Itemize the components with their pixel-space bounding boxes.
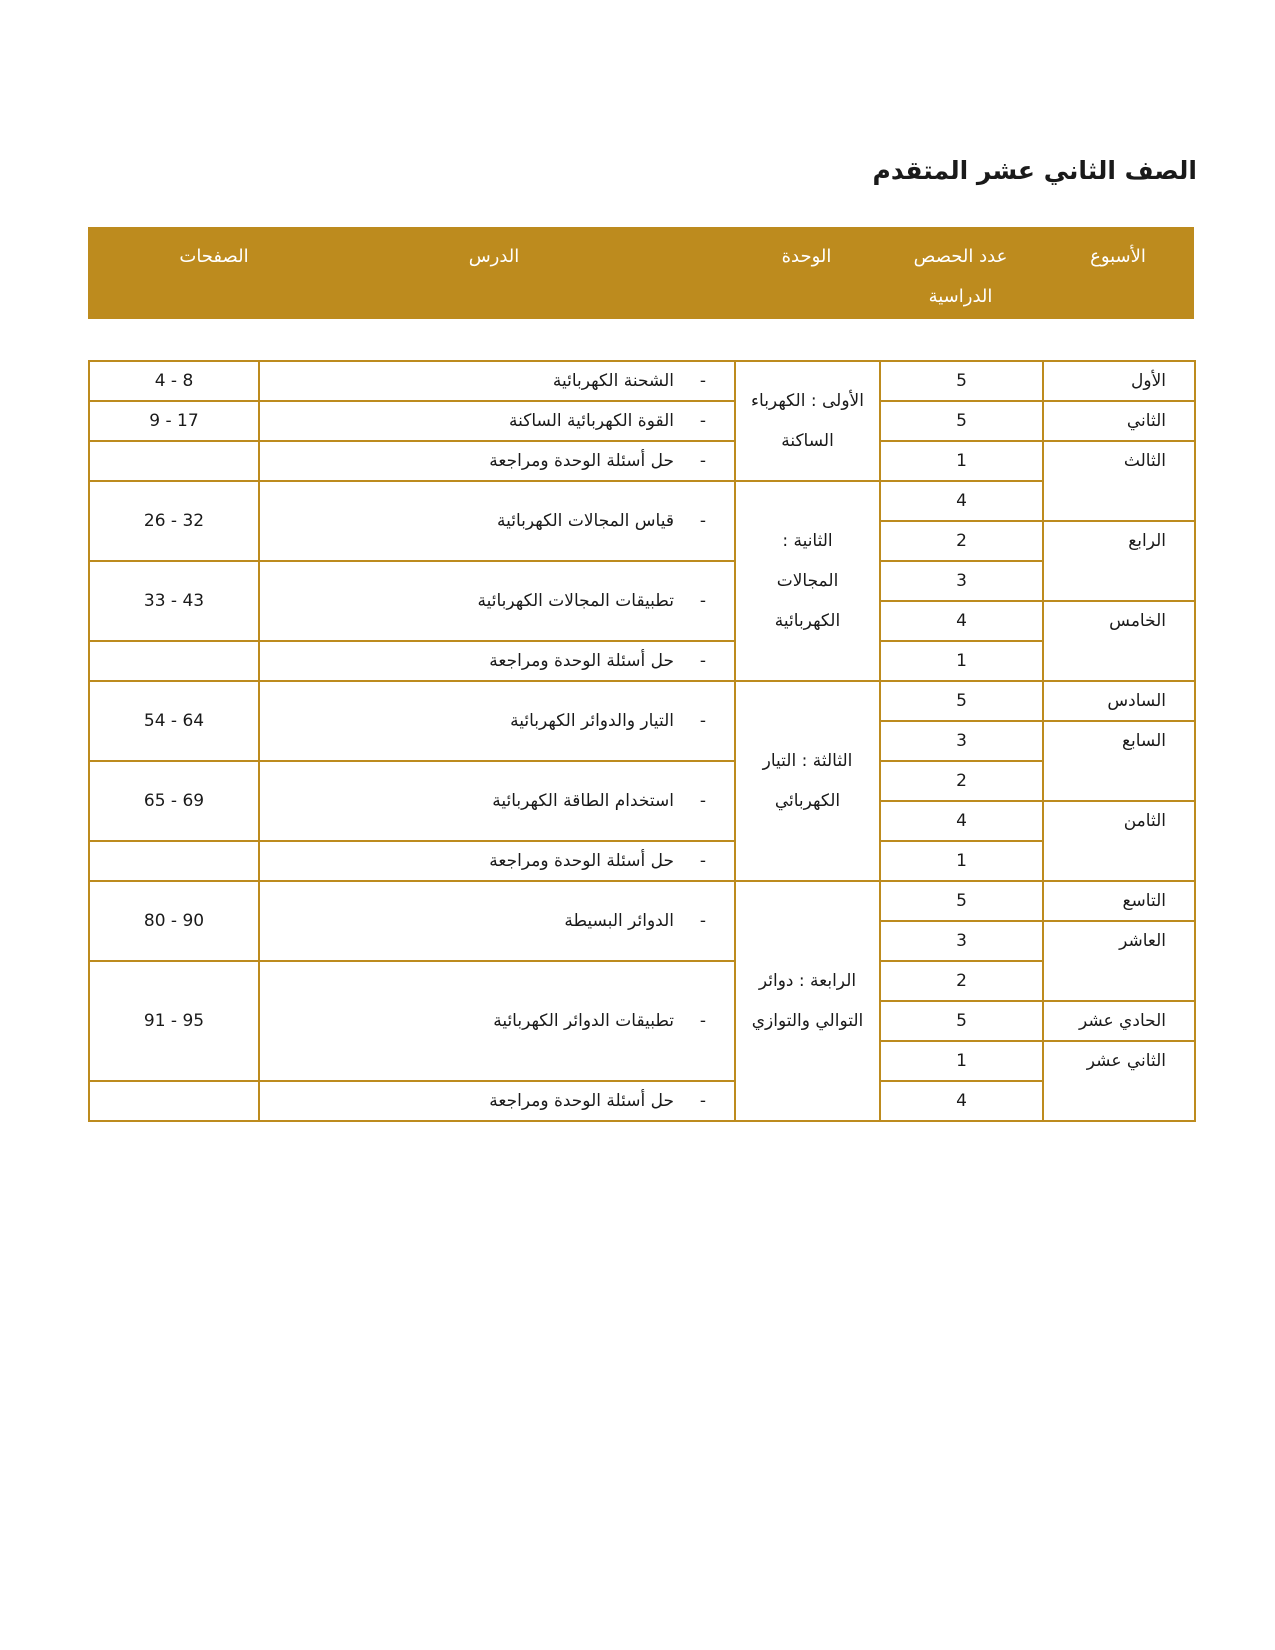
bullet-dash: - — [699, 591, 706, 611]
table-row — [89, 1081, 1195, 1121]
week-cell: الحادي عشر — [1043, 1001, 1195, 1041]
schedule-table — [88, 360, 1196, 1122]
header-week: الأسبوع — [1090, 246, 1146, 267]
pages-cell: 26 - 32 — [89, 481, 259, 561]
lesson-cell — [259, 761, 735, 841]
sessions-cell: 5 — [880, 681, 1043, 721]
bullet-dash: - — [699, 1091, 706, 1111]
lesson-cell — [259, 681, 735, 761]
sessions-cell: 2 — [880, 761, 1043, 801]
table-row — [89, 961, 1195, 1001]
header-sessions — [879, 237, 1042, 317]
header-pages: الصفحات — [179, 246, 249, 267]
bullet-dash: - — [699, 791, 706, 811]
bullet-dash: - — [699, 711, 706, 731]
lesson-title: التيار والدوائر الكهربائية — [510, 711, 674, 731]
lesson-cell — [259, 441, 735, 481]
week-cell: الثامن — [1043, 801, 1195, 881]
header-sessions-line2: الدراسية — [928, 286, 993, 307]
table-row — [89, 481, 1195, 521]
sessions-cell: 3 — [880, 561, 1043, 601]
pages-cell: 65 - 69 — [89, 761, 259, 841]
lesson-title: الشحنة الكهربائية — [552, 371, 674, 391]
sessions-cell: 3 — [880, 721, 1043, 761]
lesson-title: القوة الكهربائية الساكنة — [509, 411, 674, 431]
lesson-cell — [259, 1081, 735, 1121]
table-header — [88, 227, 1194, 319]
lesson-cell — [259, 561, 735, 641]
sessions-cell: 5 — [880, 1001, 1043, 1041]
sessions-cell: 1 — [880, 841, 1043, 881]
unit-cell — [735, 481, 880, 681]
table-row — [89, 401, 1195, 441]
unit-line: الرابعة : دوائر — [758, 971, 857, 991]
sessions-cell: 4 — [880, 1081, 1043, 1121]
sessions-cell: 5 — [880, 361, 1043, 401]
bullet-dash: - — [699, 511, 706, 531]
unit-cell — [735, 881, 880, 1121]
page-title: الصف الثاني عشر المتقدم — [872, 156, 1197, 185]
unit-line: الكهربائية — [774, 611, 841, 631]
table-row — [89, 441, 1195, 481]
week-cell: الخامس — [1043, 601, 1195, 681]
lesson-cell — [259, 361, 735, 401]
lesson-cell — [259, 641, 735, 681]
pages-cell — [89, 441, 259, 481]
unit-cell — [735, 361, 880, 481]
week-cell: السادس — [1043, 681, 1195, 721]
bullet-dash: - — [699, 911, 706, 931]
lesson-title: استخدام الطاقة الكهربائية — [492, 791, 674, 811]
unit-line: الثانية : — [782, 531, 833, 551]
table-row — [89, 361, 1195, 401]
lesson-title: تطبيقات الدوائر الكهربائية — [493, 1011, 674, 1031]
unit-line: الساكنة — [781, 431, 834, 451]
bullet-dash: - — [699, 651, 706, 671]
table-row — [89, 761, 1195, 801]
week-cell: السابع — [1043, 721, 1195, 801]
lesson-title: الدوائر البسيطة — [564, 911, 674, 931]
sessions-cell: 1 — [880, 441, 1043, 481]
unit-line: المجالات — [776, 571, 839, 591]
lesson-title: قياس المجالات الكهربائية — [497, 511, 674, 531]
sessions-cell: 1 — [880, 641, 1043, 681]
unit-cell — [735, 681, 880, 881]
lesson-title: حل أسئلة الوحدة ومراجعة — [489, 1091, 674, 1111]
pages-cell: 9 - 17 — [89, 401, 259, 441]
week-cell: الرابع — [1043, 521, 1195, 601]
lesson-title: حل أسئلة الوحدة ومراجعة — [489, 651, 674, 671]
week-cell: العاشر — [1043, 921, 1195, 1001]
table-row — [89, 881, 1195, 921]
bullet-dash: - — [699, 371, 706, 391]
bullet-dash: - — [699, 411, 706, 431]
bullet-dash: - — [699, 851, 706, 871]
pages-cell — [89, 841, 259, 881]
table-row — [89, 561, 1195, 601]
lesson-cell — [259, 881, 735, 961]
pages-cell: 80 - 90 — [89, 881, 259, 961]
pages-cell — [89, 1081, 259, 1121]
week-cell: التاسع — [1043, 881, 1195, 921]
sessions-cell: 2 — [880, 521, 1043, 561]
lesson-cell — [259, 481, 735, 561]
sessions-cell: 4 — [880, 801, 1043, 841]
pages-cell — [89, 641, 259, 681]
sessions-cell: 5 — [880, 881, 1043, 921]
sessions-cell: 4 — [880, 481, 1043, 521]
sessions-cell: 4 — [880, 601, 1043, 641]
table-row — [89, 841, 1195, 881]
week-cell: الثاني — [1043, 401, 1195, 441]
week-cell: الثالث — [1043, 441, 1195, 521]
week-cell: الأول — [1043, 361, 1195, 401]
bullet-dash: - — [699, 451, 706, 471]
sessions-cell: 2 — [880, 961, 1043, 1001]
table-row — [89, 681, 1195, 721]
bullet-dash: - — [699, 1011, 706, 1031]
pages-cell: 54 - 64 — [89, 681, 259, 761]
unit-line: التوالي والتوازي — [751, 1011, 864, 1031]
table-row — [89, 641, 1195, 681]
lesson-title: حل أسئلة الوحدة ومراجعة — [489, 451, 674, 471]
header-lesson: الدرس — [468, 246, 520, 267]
sessions-cell: 3 — [880, 921, 1043, 961]
pages-cell: 4 - 8 — [89, 361, 259, 401]
unit-line: الأولى : الكهرباء — [751, 391, 864, 411]
lesson-title: حل أسئلة الوحدة ومراجعة — [489, 851, 674, 871]
header-unit: الوحدة — [781, 246, 832, 267]
sessions-cell: 1 — [880, 1041, 1043, 1081]
week-cell: الثاني عشر — [1043, 1041, 1195, 1121]
lesson-cell — [259, 961, 735, 1081]
sessions-cell: 5 — [880, 401, 1043, 441]
lesson-cell — [259, 401, 735, 441]
header-sessions-line1: عدد الحصص — [913, 246, 1008, 267]
lesson-cell — [259, 841, 735, 881]
pages-cell: 33 - 43 — [89, 561, 259, 641]
unit-line: الثالثة : التيار — [762, 751, 853, 771]
lesson-title: تطبيقات المجالات الكهربائية — [477, 591, 674, 611]
unit-line: الكهربائي — [774, 791, 841, 811]
pages-cell: 91 - 95 — [89, 961, 259, 1081]
